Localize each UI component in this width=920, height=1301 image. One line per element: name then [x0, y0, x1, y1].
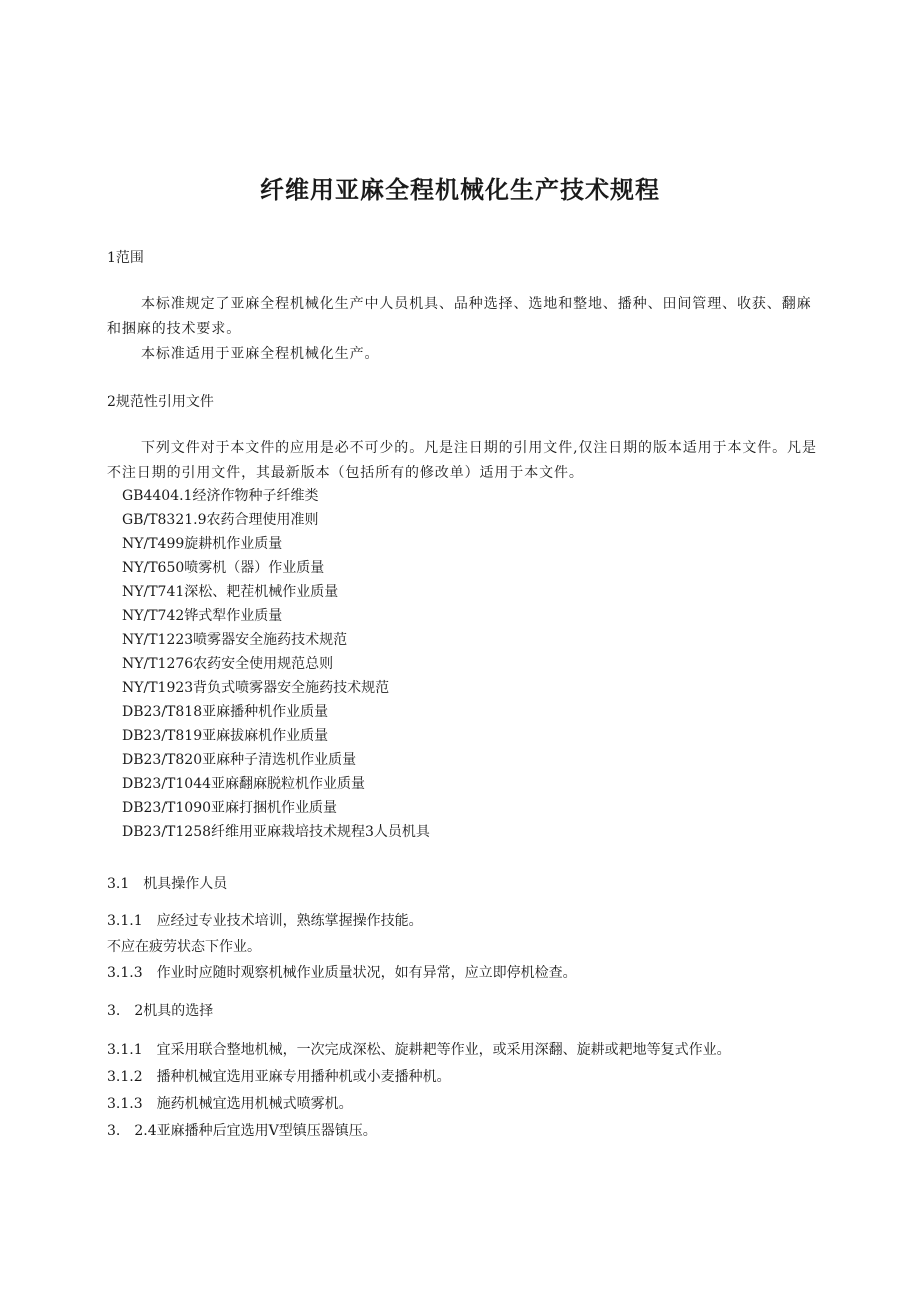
reference-item: GB4404.1经济作物种子纤维类 — [122, 488, 319, 504]
clause-item: 不应在疲劳状态下作业。 — [107, 939, 261, 955]
reference-item: NY/T1923背负式喷雾器安全施药技术规范 — [122, 680, 390, 696]
document-title: 纤维用亚麻全程机械化生产技术规程 — [260, 176, 660, 204]
section-1-heading: 1范围 — [107, 250, 144, 266]
reference-item: DB23/T1090亚麻打捆机作业质量 — [122, 800, 338, 816]
reference-item: NY/T499旋耕机作业质量 — [122, 536, 283, 552]
section-3-1-heading: 3.1 机具操作人员 — [107, 876, 228, 892]
clause-item: 3. 2.4亚麻播种后宜选用V型镇压器镇压。 — [107, 1123, 377, 1139]
reference-item: DB23/T1258纤维用亚麻栽培技术规程3人员机具 — [122, 824, 430, 840]
clause-item: 3.1.2 播种机械宜选用亚麻专用播种机或小麦播种机。 — [107, 1069, 451, 1085]
reference-item: NY/T1276农药安全使用规范总则 — [122, 656, 334, 672]
reference-item: GB/T8321.9农药合理使用准则 — [122, 512, 319, 528]
section-2-intro: 下列文件对于本文件的应用是必不可少的。凡是注日期的引用文件,仅注日期的版本适用于本文件。凡是不注日期的引用文件，其最新版本（包括所有的修改单）适用于本文件。 — [107, 440, 817, 481]
section-1-paragraph-1: 本标准规定了亚麻全程机械化生产中人员机具、品种选择、选地和整地、播种、田间管理、收获、翻麻和捆麻的技术要求。 — [107, 296, 812, 337]
section-2-heading: 2规范性引用文件 — [107, 394, 214, 410]
section-1-paragraph-2: 本标准适用于亚麻全程机械化生产。 — [141, 346, 380, 362]
clause-item: 3.1.3 作业时应随时观察机械作业质量状况，如有异常，应立即停机检查。 — [107, 965, 577, 981]
reference-item: NY/T741深松、耙茬机械作业质量 — [122, 584, 339, 600]
reference-item: DB23/T819亚麻拔麻机作业质量 — [122, 728, 329, 744]
reference-item: DB23/T818亚麻播种机作业质量 — [122, 704, 329, 720]
clause-item: 3.1.1 应经过专业技术培训，熟练掌握操作技能。 — [107, 913, 423, 929]
reference-item: NY/T1223喷雾器安全施药技术规范 — [122, 632, 348, 648]
clause-item: 3.1.1 宜采用联合整地机械，一次完成深松、旋耕耙等作业，或采用深翻、旋耕或耙地等复式作业。 — [107, 1042, 731, 1058]
reference-item: DB23/T1044亚麻翻麻脱粒机作业质量 — [122, 776, 366, 792]
reference-item: NY/T742铧式犁作业质量 — [122, 608, 283, 624]
clause-item: 3.1.3 施药机械宜选用机械式喷雾机。 — [107, 1096, 353, 1112]
reference-item: DB23/T820亚麻种子清选机作业质量 — [122, 752, 357, 768]
reference-item: NY/T650喷雾机（器）作业质量 — [122, 560, 325, 576]
section-3-2-heading: 3. 2机具的选择 — [107, 1003, 214, 1019]
